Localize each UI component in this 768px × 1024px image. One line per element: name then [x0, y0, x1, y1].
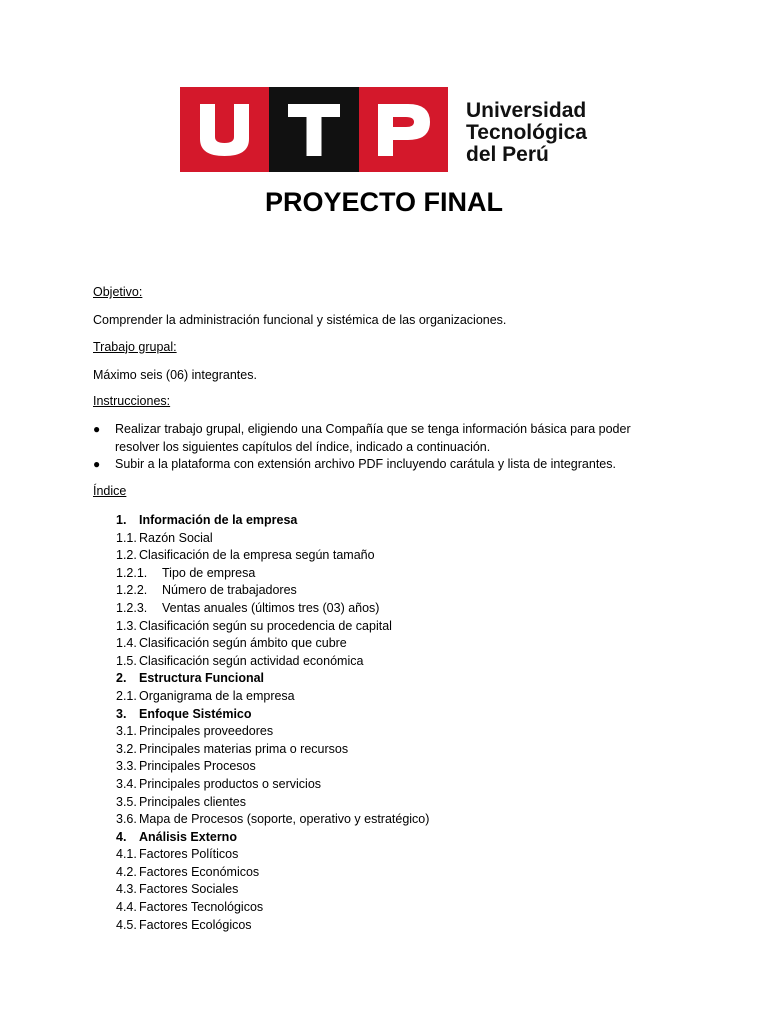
toc-item — [116, 635, 429, 653]
toc-item-label: Número de trabajadores — [162, 583, 297, 598]
toc-item-label: Factores Tecnológicos — [139, 900, 264, 915]
toc-item-number: 1.3. — [116, 618, 137, 633]
toc-item-label: Factores Económicos — [139, 864, 260, 879]
toc-item-number: 3. — [116, 706, 127, 721]
utp-logo — [180, 87, 600, 172]
toc-item-label: Clasificación según ámbito que cubre — [139, 636, 347, 651]
objetivo-heading: Objetivo: — [93, 285, 143, 299]
instrucciones-list — [93, 421, 673, 474]
list-item — [93, 421, 673, 456]
toc-item-label: Principales proveedores — [139, 724, 274, 739]
toc-item — [116, 618, 429, 636]
toc-item-number: 1.5. — [116, 653, 137, 668]
toc-item-number: 1.2.3. — [116, 600, 148, 615]
toc-item-number: 3.6. — [116, 812, 137, 827]
toc-item — [116, 582, 429, 600]
document-body — [93, 284, 673, 502]
toc-item-label: Ventas anuales (últimos tres (03) años) — [162, 600, 380, 615]
toc-item-number: 4.4. — [116, 900, 137, 915]
list-item-text: Realizar trabajo grupal, eligiendo una Compañía que se tenga información básica para poder resolver los siguientes capítulos del índice, indicado a continuación. — [115, 422, 631, 454]
trabajo-heading: Trabajo grupal: — [93, 339, 177, 354]
toc-item-label: Principales materias prima o recursos — [139, 741, 349, 756]
toc-item — [116, 917, 429, 935]
toc-item — [116, 706, 429, 724]
toc-item — [116, 811, 429, 829]
toc-item-number: 4.2. — [116, 864, 137, 879]
toc-item-number: 1.2.2. — [116, 583, 148, 598]
indice-heading: Índice — [93, 483, 127, 498]
list-item-text: Subir a la plataforma con extensión archivo PDF incluyendo carátula y lista de integrantes. — [115, 457, 616, 472]
toc-item — [116, 776, 429, 794]
toc-item — [116, 530, 429, 548]
toc-item-number: 3.1. — [116, 724, 137, 739]
toc-item — [116, 565, 429, 583]
instrucciones-heading: Instrucciones: — [93, 394, 171, 409]
toc-item-label: Razón Social — [139, 530, 213, 545]
trabajo-text: Máximo seis (06) integrantes. — [93, 367, 257, 382]
toc-item-number: 3.5. — [116, 794, 137, 809]
toc-item — [116, 723, 429, 741]
toc-item-number: 2.1. — [116, 688, 137, 703]
toc-item — [116, 899, 429, 917]
toc-item-number: 1.4. — [116, 636, 137, 651]
toc-item-number: 3.3. — [116, 759, 137, 774]
toc-item-number: 1.2. — [116, 548, 137, 563]
toc-item — [116, 846, 429, 864]
toc-item — [116, 688, 429, 706]
toc-item-number: 4.3. — [116, 882, 137, 897]
toc-item-number: 1.2.1. — [116, 565, 148, 580]
toc-item-number: 1. — [116, 513, 127, 527]
toc-item-label: Principales productos o servicios — [139, 776, 322, 791]
list-item — [93, 456, 673, 474]
toc-item — [116, 864, 429, 882]
toc-item — [116, 547, 429, 565]
toc-item — [116, 600, 429, 618]
toc-item — [116, 512, 429, 530]
toc-item-number: 4. — [116, 829, 127, 844]
bullet-icon: ● — [93, 457, 101, 472]
toc-item-number: 1.1. — [116, 530, 137, 545]
toc-item-label: Organigrama de la empresa — [139, 688, 295, 703]
toc-item-label: Principales clientes — [139, 794, 246, 809]
toc-item-number: 3.4. — [116, 776, 137, 791]
toc-item — [116, 741, 429, 759]
toc-item — [116, 758, 429, 776]
toc-item-label: Tipo de empresa — [162, 565, 256, 580]
logo-wordmark-line-2: Tecnológica — [466, 121, 587, 144]
toc-item-label: Factores Ecológicos — [139, 917, 252, 932]
toc-item-label: Clasificación según actividad económica — [139, 653, 364, 668]
logo-wordmark-line-3: del Perú — [466, 143, 549, 166]
toc-item-label: Factores Sociales — [139, 882, 239, 897]
toc-item-label: Información de la empresa — [139, 513, 298, 527]
toc-item-label: Factores Políticos — [139, 847, 239, 862]
toc-item-label: Análisis Externo — [139, 829, 237, 844]
toc-item-label: Estructura Funcional — [139, 671, 265, 686]
toc-item-label: Enfoque Sistémico — [139, 706, 252, 721]
toc-item-label: Clasificación según su procedencia de capital — [139, 618, 392, 633]
table-of-contents — [116, 512, 429, 934]
toc-item — [116, 829, 429, 847]
toc-item-label: Mapa de Procesos (soporte, operativo y estratégico) — [139, 812, 430, 827]
objetivo-text: Comprender la administración funcional y sistémica de las organizaciones. — [93, 313, 507, 327]
logo-wordmark-line-1: Universidad — [466, 99, 587, 122]
toc-item-number: 3.2. — [116, 741, 137, 756]
toc-item — [116, 881, 429, 899]
document-title: PROYECTO FINAL — [264, 187, 504, 217]
toc-item-number: 2. — [116, 671, 127, 686]
toc-item — [116, 670, 429, 688]
toc-item-number: 4.5. — [116, 917, 137, 932]
toc-item-number: 4.1. — [116, 847, 137, 862]
toc-item — [116, 653, 429, 671]
toc-item-label: Principales Procesos — [139, 759, 256, 774]
bullet-icon: ● — [93, 422, 101, 437]
toc-item-label: Clasificación de la empresa según tamaño — [139, 548, 375, 563]
toc-item — [116, 794, 429, 812]
